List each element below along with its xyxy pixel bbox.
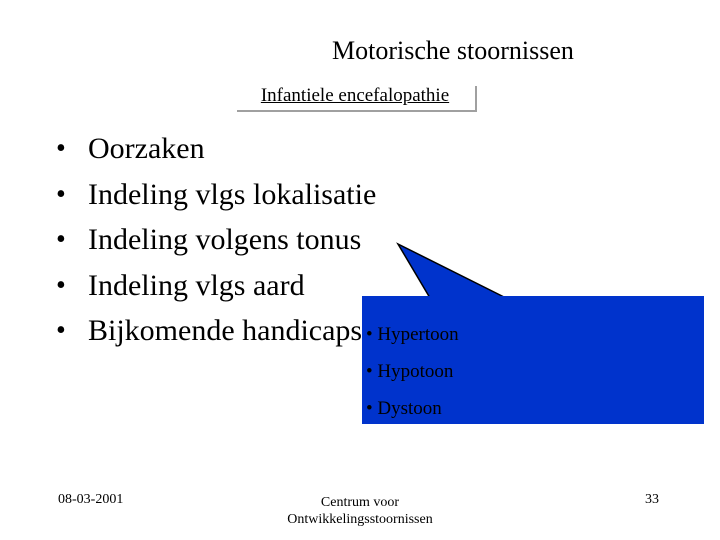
bullet-dot: • bbox=[56, 269, 66, 301]
bullet-text: Oorzaken bbox=[88, 132, 205, 165]
slide-title: Motorische stoornissen bbox=[332, 36, 574, 65]
callout-item-dystoon: • Dystoon bbox=[366, 398, 442, 419]
bullet-text: Indeling vlgs aard bbox=[88, 268, 305, 302]
bullet-text: Bijkomende handicaps bbox=[88, 314, 363, 347]
subtitle-box bbox=[235, 84, 475, 110]
bullet-item bbox=[56, 308, 376, 354]
bullet-dot: • bbox=[56, 133, 66, 164]
bullet-text: Indeling vlgs lokalisatie bbox=[88, 177, 377, 211]
callout-pointer-shape bbox=[398, 244, 506, 298]
callout-item-hypotoon: • Hypotoon bbox=[366, 361, 454, 382]
footer-date: 08-03-2001 bbox=[58, 492, 124, 507]
bullet-dot: • bbox=[56, 224, 66, 255]
bullet-item bbox=[56, 263, 376, 309]
bullet-text: Indeling volgens tonus bbox=[88, 223, 362, 256]
bullet-list bbox=[56, 126, 376, 354]
callout-list bbox=[366, 316, 459, 427]
footer-organization bbox=[270, 494, 450, 528]
page-number: 33 bbox=[645, 492, 659, 507]
bullet-item bbox=[56, 172, 376, 218]
bullet-dot: • bbox=[56, 315, 66, 346]
footer-org-line1: Centrum voor bbox=[320, 495, 400, 510]
footer-org-line2: Ontwikkelingsstoornissen bbox=[287, 512, 433, 527]
bullet-dot: • bbox=[56, 178, 66, 210]
callout-item-hypertoon: • Hypertoon bbox=[366, 324, 459, 345]
slide-subtitle: Infantiele encefalopathie bbox=[235, 84, 475, 110]
bullet-item bbox=[56, 126, 376, 172]
bullet-item bbox=[56, 217, 376, 263]
